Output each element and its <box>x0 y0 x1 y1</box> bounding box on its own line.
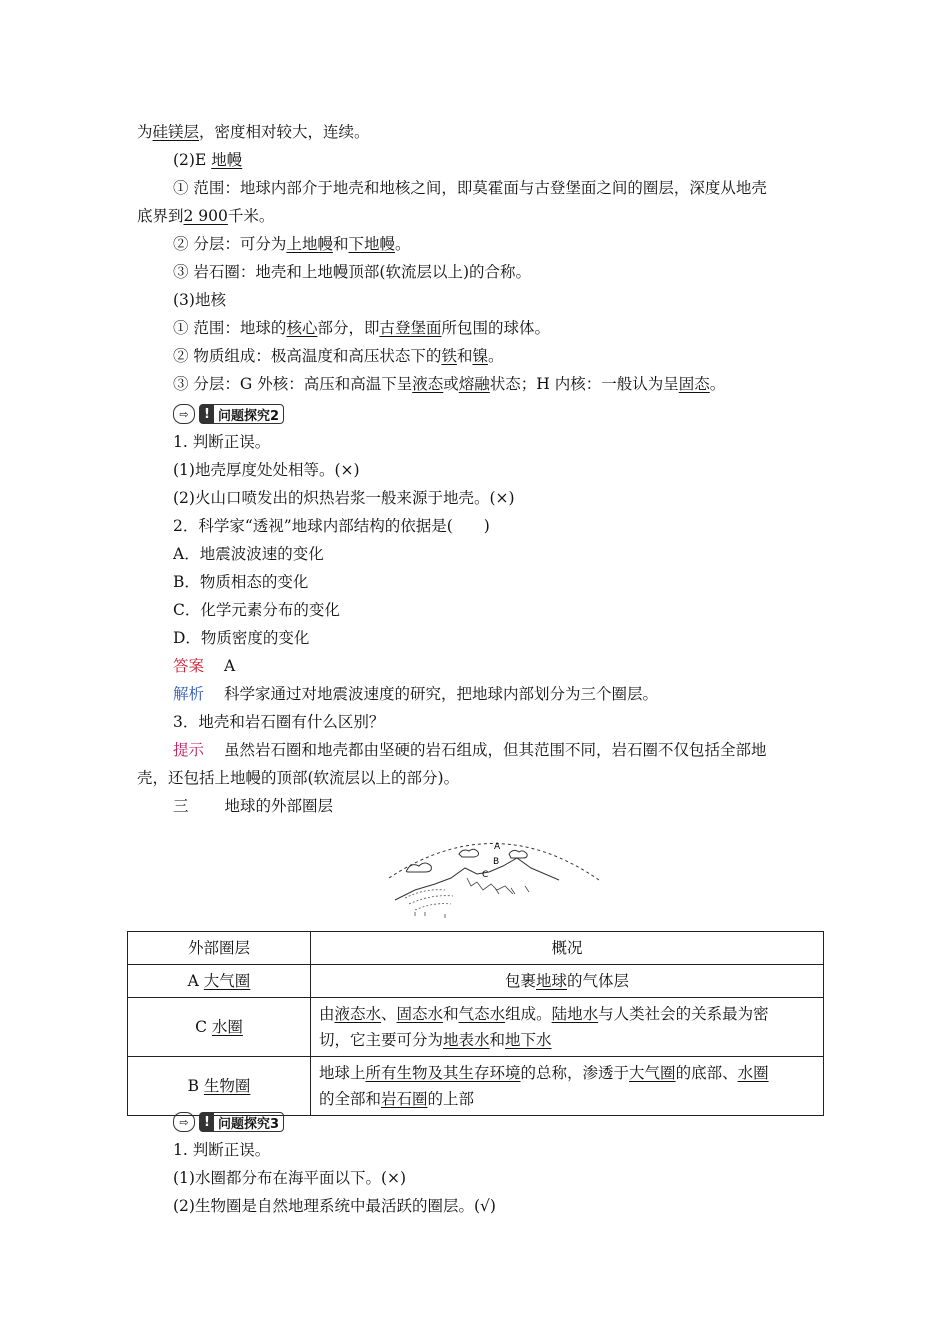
term: 所有生物及其生存环境 <box>365 1064 521 1082</box>
explanation-line <box>173 683 658 705</box>
answer-value: A <box>224 657 236 675</box>
term: 地下水 <box>505 1031 552 1049</box>
text: 包裹 <box>504 972 536 990</box>
text: 由 <box>319 1005 335 1023</box>
text: 。 <box>487 347 504 365</box>
text: 的总称，渗透于 <box>520 1064 630 1082</box>
text: 底界到 <box>137 207 184 225</box>
text-line <box>173 317 550 339</box>
table-row <box>128 965 824 998</box>
table-cell <box>128 965 311 998</box>
arrow-right-icon: ⇨ <box>173 1112 195 1132</box>
text-line <box>137 205 274 227</box>
text: ② 物质组成：极高温度和高压状态下的 <box>173 347 442 365</box>
term: 固态 <box>678 375 710 393</box>
table-cell <box>128 998 311 1057</box>
text: 与人类社会的关系最为密 <box>598 1005 769 1023</box>
diagram-label-b: B <box>493 857 500 867</box>
text-line <box>173 373 725 395</box>
term: 熔融 <box>458 375 490 393</box>
hint-line <box>173 739 767 761</box>
table-header-row <box>128 932 824 965</box>
answer-line <box>173 655 235 677</box>
term: 大气圈 <box>203 972 251 990</box>
text: (2)E <box>173 151 212 169</box>
table-row <box>128 998 824 1057</box>
hint-text: 虽然岩石圈和地壳都由坚硬的岩石组成，但其范围不同，岩石圈不仅包括全部地 <box>224 741 767 759</box>
text: C <box>195 1018 212 1036</box>
text: B <box>187 1077 204 1095</box>
text: 。 <box>394 235 411 253</box>
cloud-icon <box>459 849 479 857</box>
table-cell <box>311 965 824 998</box>
text-line <box>173 233 411 255</box>
table-cell <box>311 1057 824 1116</box>
cloud-icon <box>406 863 431 872</box>
text-line: (1)水圈都分布在海平面以下。(×) <box>173 1169 407 1187</box>
text-line <box>137 121 370 143</box>
header-cell: 概况 <box>311 932 824 965</box>
text: 为 <box>137 123 153 141</box>
text-line <box>173 345 504 367</box>
text: 状态；H 内核：一般认为呈 <box>489 375 679 393</box>
text-line: ① 范围：地球内部介于地壳和地核之间，即莫霍面与古登堡面之间的圈层，深度从地壳 <box>173 179 767 197</box>
outer-spheres-diagram <box>385 828 605 918</box>
section-heading <box>173 795 333 817</box>
table-cell <box>128 1057 311 1116</box>
section-number: 三 <box>173 797 189 815</box>
text-line: ③ 岩石圈：地壳和上地幔顶部(软流层以上)的合称。 <box>173 263 532 281</box>
text: 切，它主要可分为 <box>319 1031 444 1049</box>
text: 、 <box>381 1005 397 1023</box>
diagram-label-c: C <box>482 870 489 880</box>
text: 地球上 <box>319 1064 366 1082</box>
text: 的气体层 <box>567 972 630 990</box>
text: 的全部和 <box>319 1090 382 1108</box>
table-row <box>128 1057 824 1116</box>
term: 地球 <box>535 972 567 990</box>
text: ，密度相对较大，连续。 <box>199 123 370 141</box>
text: 部分，即 <box>317 319 380 337</box>
text: ① 范围：地球的 <box>173 319 287 337</box>
term: 上地幔 <box>286 235 333 253</box>
text-line: (2)火山口喷发出的炽热岩浆一般来源于地壳。(×) <box>173 489 515 507</box>
option-b: B．物质相态的变化 <box>173 573 309 591</box>
term: 镍 <box>472 347 488 365</box>
text: ② 分层：可分为 <box>173 235 287 253</box>
question: 2．科学家“透视”地球内部结构的依据是( ) <box>173 517 490 535</box>
option-c: C．化学元素分布的变化 <box>173 601 340 619</box>
cloud-icon <box>509 850 527 858</box>
inquiry-badge-3 <box>173 1111 284 1133</box>
term: 气态水 <box>458 1005 506 1023</box>
text: ③ 分层：G 外核：高压和高温下呈 <box>173 375 413 393</box>
table-cell <box>311 998 824 1057</box>
text-line: 壳，还包括上地幔的顶部(软流层以上的部分)。 <box>137 769 460 787</box>
text: 所包围的球体。 <box>441 319 550 337</box>
explanation-label: 解析 <box>173 685 205 703</box>
section-title: 地球的外部圈层 <box>224 797 334 815</box>
exclamation-icon: ! <box>200 405 214 423</box>
term: 2 900 <box>183 207 228 225</box>
term: 地表水 <box>443 1031 490 1049</box>
badge-tag <box>199 404 284 424</box>
badge-tag <box>199 1112 284 1132</box>
term: 液态 <box>412 375 444 393</box>
term: 液态水 <box>334 1005 382 1023</box>
term: 陆地水 <box>551 1005 599 1023</box>
exclamation-icon: ! <box>200 1113 214 1131</box>
outer-spheres-table <box>127 931 824 1116</box>
option-a: A．地震波波速的变化 <box>173 545 324 563</box>
text: 。 <box>709 375 726 393</box>
heading-core: (3)地核 <box>173 291 226 309</box>
text-line: (2)生物圈是自然地理系统中最活跃的圈层。(√) <box>173 1197 496 1215</box>
text: 的上部 <box>427 1090 475 1108</box>
inquiry-badge-2 <box>173 403 284 425</box>
text-line: 1. 判断正误。 <box>173 1141 271 1159</box>
badge-label: 问题探究2 <box>218 408 280 424</box>
term: 地幔 <box>211 151 243 169</box>
term: 硅镁层 <box>152 123 200 141</box>
question: 3．地壳和岩石圈有什么区别？ <box>173 713 385 731</box>
text: 或 <box>443 375 459 393</box>
option-d: D．物质密度的变化 <box>173 629 310 647</box>
text: A <box>187 972 204 990</box>
text: 的底部、 <box>675 1064 738 1082</box>
term: 下地幔 <box>348 235 395 253</box>
term: 岩石圈 <box>381 1090 428 1108</box>
text: 千米。 <box>227 207 275 225</box>
header-cell: 外部圈层 <box>128 932 311 965</box>
diagram-label-a: A <box>494 842 501 852</box>
term: 水圈 <box>737 1064 769 1082</box>
text: 组成。 <box>505 1005 552 1023</box>
hint-label: 提示 <box>173 741 205 759</box>
term: 水圈 <box>211 1018 243 1036</box>
answer-label: 答案 <box>173 657 205 675</box>
term: 固态水 <box>396 1005 444 1023</box>
text: 和 <box>489 1031 506 1049</box>
text: 和 <box>443 1005 459 1023</box>
text-line: (1)地壳厚度处处相等。(×) <box>173 461 360 479</box>
mountains <box>395 858 559 900</box>
term: 大气圈 <box>629 1064 676 1082</box>
explanation-text: 科学家通过对地震波速度的研究，把地球内部划分为三个圈层。 <box>224 685 659 703</box>
term: 生物圈 <box>203 1077 251 1095</box>
term: 铁 <box>441 347 457 365</box>
text-line: 1. 判断正误。 <box>173 433 271 451</box>
badge-label: 问题探究3 <box>218 1116 280 1132</box>
term: 古登堡面 <box>379 319 442 337</box>
heading-mantle <box>173 149 242 171</box>
text: 和 <box>332 235 349 253</box>
text: 和 <box>456 347 473 365</box>
term: 核心 <box>286 319 318 337</box>
arrow-right-icon: ⇨ <box>173 404 195 424</box>
